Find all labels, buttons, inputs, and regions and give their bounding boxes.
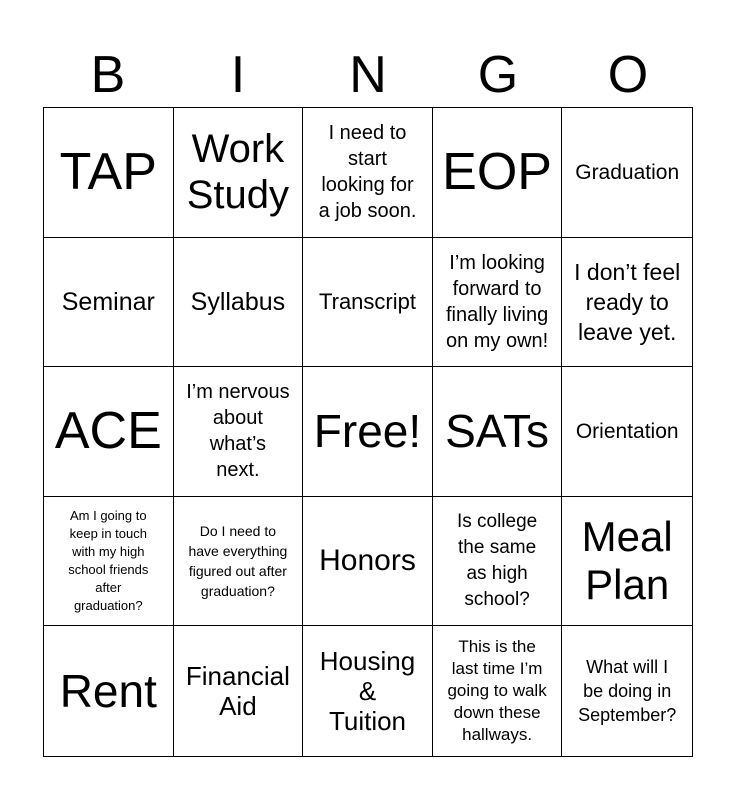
bingo-cell-r5c2[interactable] <box>174 626 304 756</box>
cell-label: Free! <box>313 405 422 458</box>
bingo-cell-r2c2[interactable] <box>174 238 304 368</box>
header-letter-o: O <box>607 46 649 104</box>
bingo-cell-r4c3[interactable] <box>303 497 433 627</box>
bingo-cell-r1c3[interactable] <box>303 108 433 238</box>
cell-label: Housing & Tuition <box>319 646 416 737</box>
header-letter-n: N <box>349 46 387 104</box>
bingo-cell-r5c3[interactable] <box>303 626 433 756</box>
header-letter-i: I <box>230 46 246 104</box>
cell-label: SATs <box>445 405 550 458</box>
cell-label: ACE <box>54 402 162 461</box>
cell-label: I’m nervous about what’s next. <box>186 381 290 482</box>
cell-label: I’m looking forward to finally living on my own! <box>445 251 549 352</box>
cell-label: Transcript <box>319 288 416 314</box>
header-letter-g: G <box>477 46 519 104</box>
cell-label: EOP <box>442 143 552 202</box>
bingo-cell-r4c1[interactable] <box>44 497 174 627</box>
cell-label: Meal Plan <box>581 513 673 609</box>
bingo-cell-r5c4[interactable] <box>433 626 563 756</box>
cell-label: Is college the same as high school? <box>456 511 538 611</box>
cell-label: Do I need to have everything figured out after graduation? <box>188 523 288 600</box>
cell-label: Financial Aid <box>185 661 290 722</box>
bingo-cell-r3c4[interactable] <box>433 367 563 497</box>
bingo-cell-r4c4[interactable] <box>433 497 563 627</box>
bingo-header <box>43 46 693 104</box>
bingo-cell-r3c2[interactable] <box>174 367 304 497</box>
bingo-cell-r1c4[interactable] <box>433 108 563 238</box>
cell-label: Am I going to keep in touch with my high school friends after graduation? <box>68 508 149 614</box>
bingo-cell-r4c5[interactable] <box>562 497 692 627</box>
bingo-cell-r2c1[interactable] <box>44 238 174 368</box>
cell-label: What will I be doing in September? <box>578 657 677 726</box>
cell-label: Work Study <box>186 127 290 218</box>
bingo-cell-r1c5[interactable] <box>562 108 692 238</box>
cell-label: TAP <box>59 143 157 202</box>
cell-label: I need to start looking for a job soon. <box>318 122 417 223</box>
bingo-cell-r5c5[interactable] <box>562 626 692 756</box>
bingo-cell-r2c5[interactable] <box>562 238 692 368</box>
cell-label: Syllabus <box>190 287 286 316</box>
bingo-cell-r2c4[interactable] <box>433 238 563 368</box>
bingo-cell-r3c1[interactable] <box>44 367 174 497</box>
bingo-cell-free[interactable] <box>303 367 433 497</box>
bingo-cell-r5c1[interactable] <box>44 626 174 756</box>
cell-label: This is the last time I’m going to walk down these hallways. <box>447 637 547 745</box>
bingo-cell-r3c5[interactable] <box>562 367 692 497</box>
cell-label: I don’t feel ready to leave yet. <box>574 258 681 345</box>
cell-label: Seminar <box>61 287 155 316</box>
bingo-cell-r2c3[interactable] <box>303 238 433 368</box>
bingo-cell-r1c1[interactable] <box>44 108 174 238</box>
header-letter-b: B <box>90 46 126 104</box>
bingo-cell-r1c2[interactable] <box>174 108 304 238</box>
bingo-card-grid <box>43 107 693 757</box>
cell-label: Rent <box>59 665 157 718</box>
cell-label: Honors <box>319 544 416 578</box>
bingo-cell-r4c2[interactable] <box>174 497 304 627</box>
cell-label: Graduation <box>575 160 680 184</box>
cell-label: Orientation <box>575 419 679 443</box>
